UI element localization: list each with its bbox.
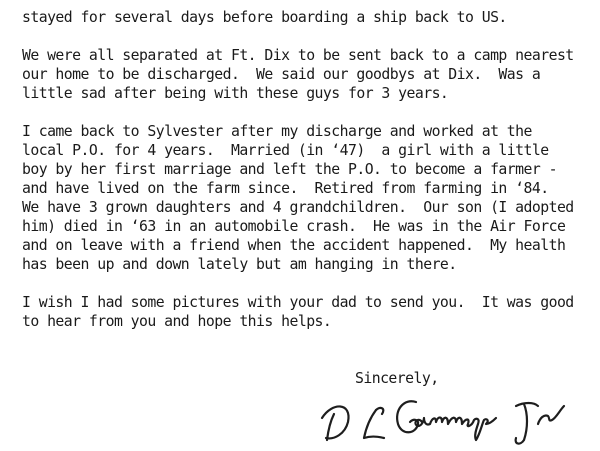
letter-line: We were all separated at Ft. Dix to be sent back to a camp nearest — [22, 47, 574, 64]
letter-line: I wish I had some pictures with your dad to send you. It was good — [22, 294, 574, 311]
letter-line: local P.O. for 4 years. Married (in ‘47) a girl with a little — [22, 142, 549, 159]
letter-line: boy by her first marriage and left the P.O. to become a farmer - — [22, 161, 557, 178]
letter-line: and on leave with a friend when the accident happened. My health — [22, 237, 566, 254]
letter-line: to hear from you and hope this helps. — [22, 313, 332, 330]
letter-line: little sad after being with these guys for 3 years. — [22, 85, 449, 102]
letter-line: and have lived on the farm since. Retired from farming in ‘84. — [22, 180, 549, 197]
letter-line: him) died in ‘63 in an automobile crash. He was in the Air Force — [22, 218, 566, 235]
letter-line: I came back to Sylvester after my discharge and worked at the — [22, 123, 532, 140]
closing-salutation: Sincerely, — [355, 370, 439, 387]
letter-line: stayed for several days before boarding a ship back to US. — [22, 9, 507, 26]
letter-line: We have 3 grown daughters and 4 grandchildren. Our son (I adopted — [22, 199, 574, 216]
handwritten-signature — [318, 384, 588, 448]
letter-line: has been up and down lately but am hanging in there. — [22, 256, 457, 273]
letter-line: our home to be discharged. We said our goodbys at Dix. Was a — [22, 66, 541, 83]
